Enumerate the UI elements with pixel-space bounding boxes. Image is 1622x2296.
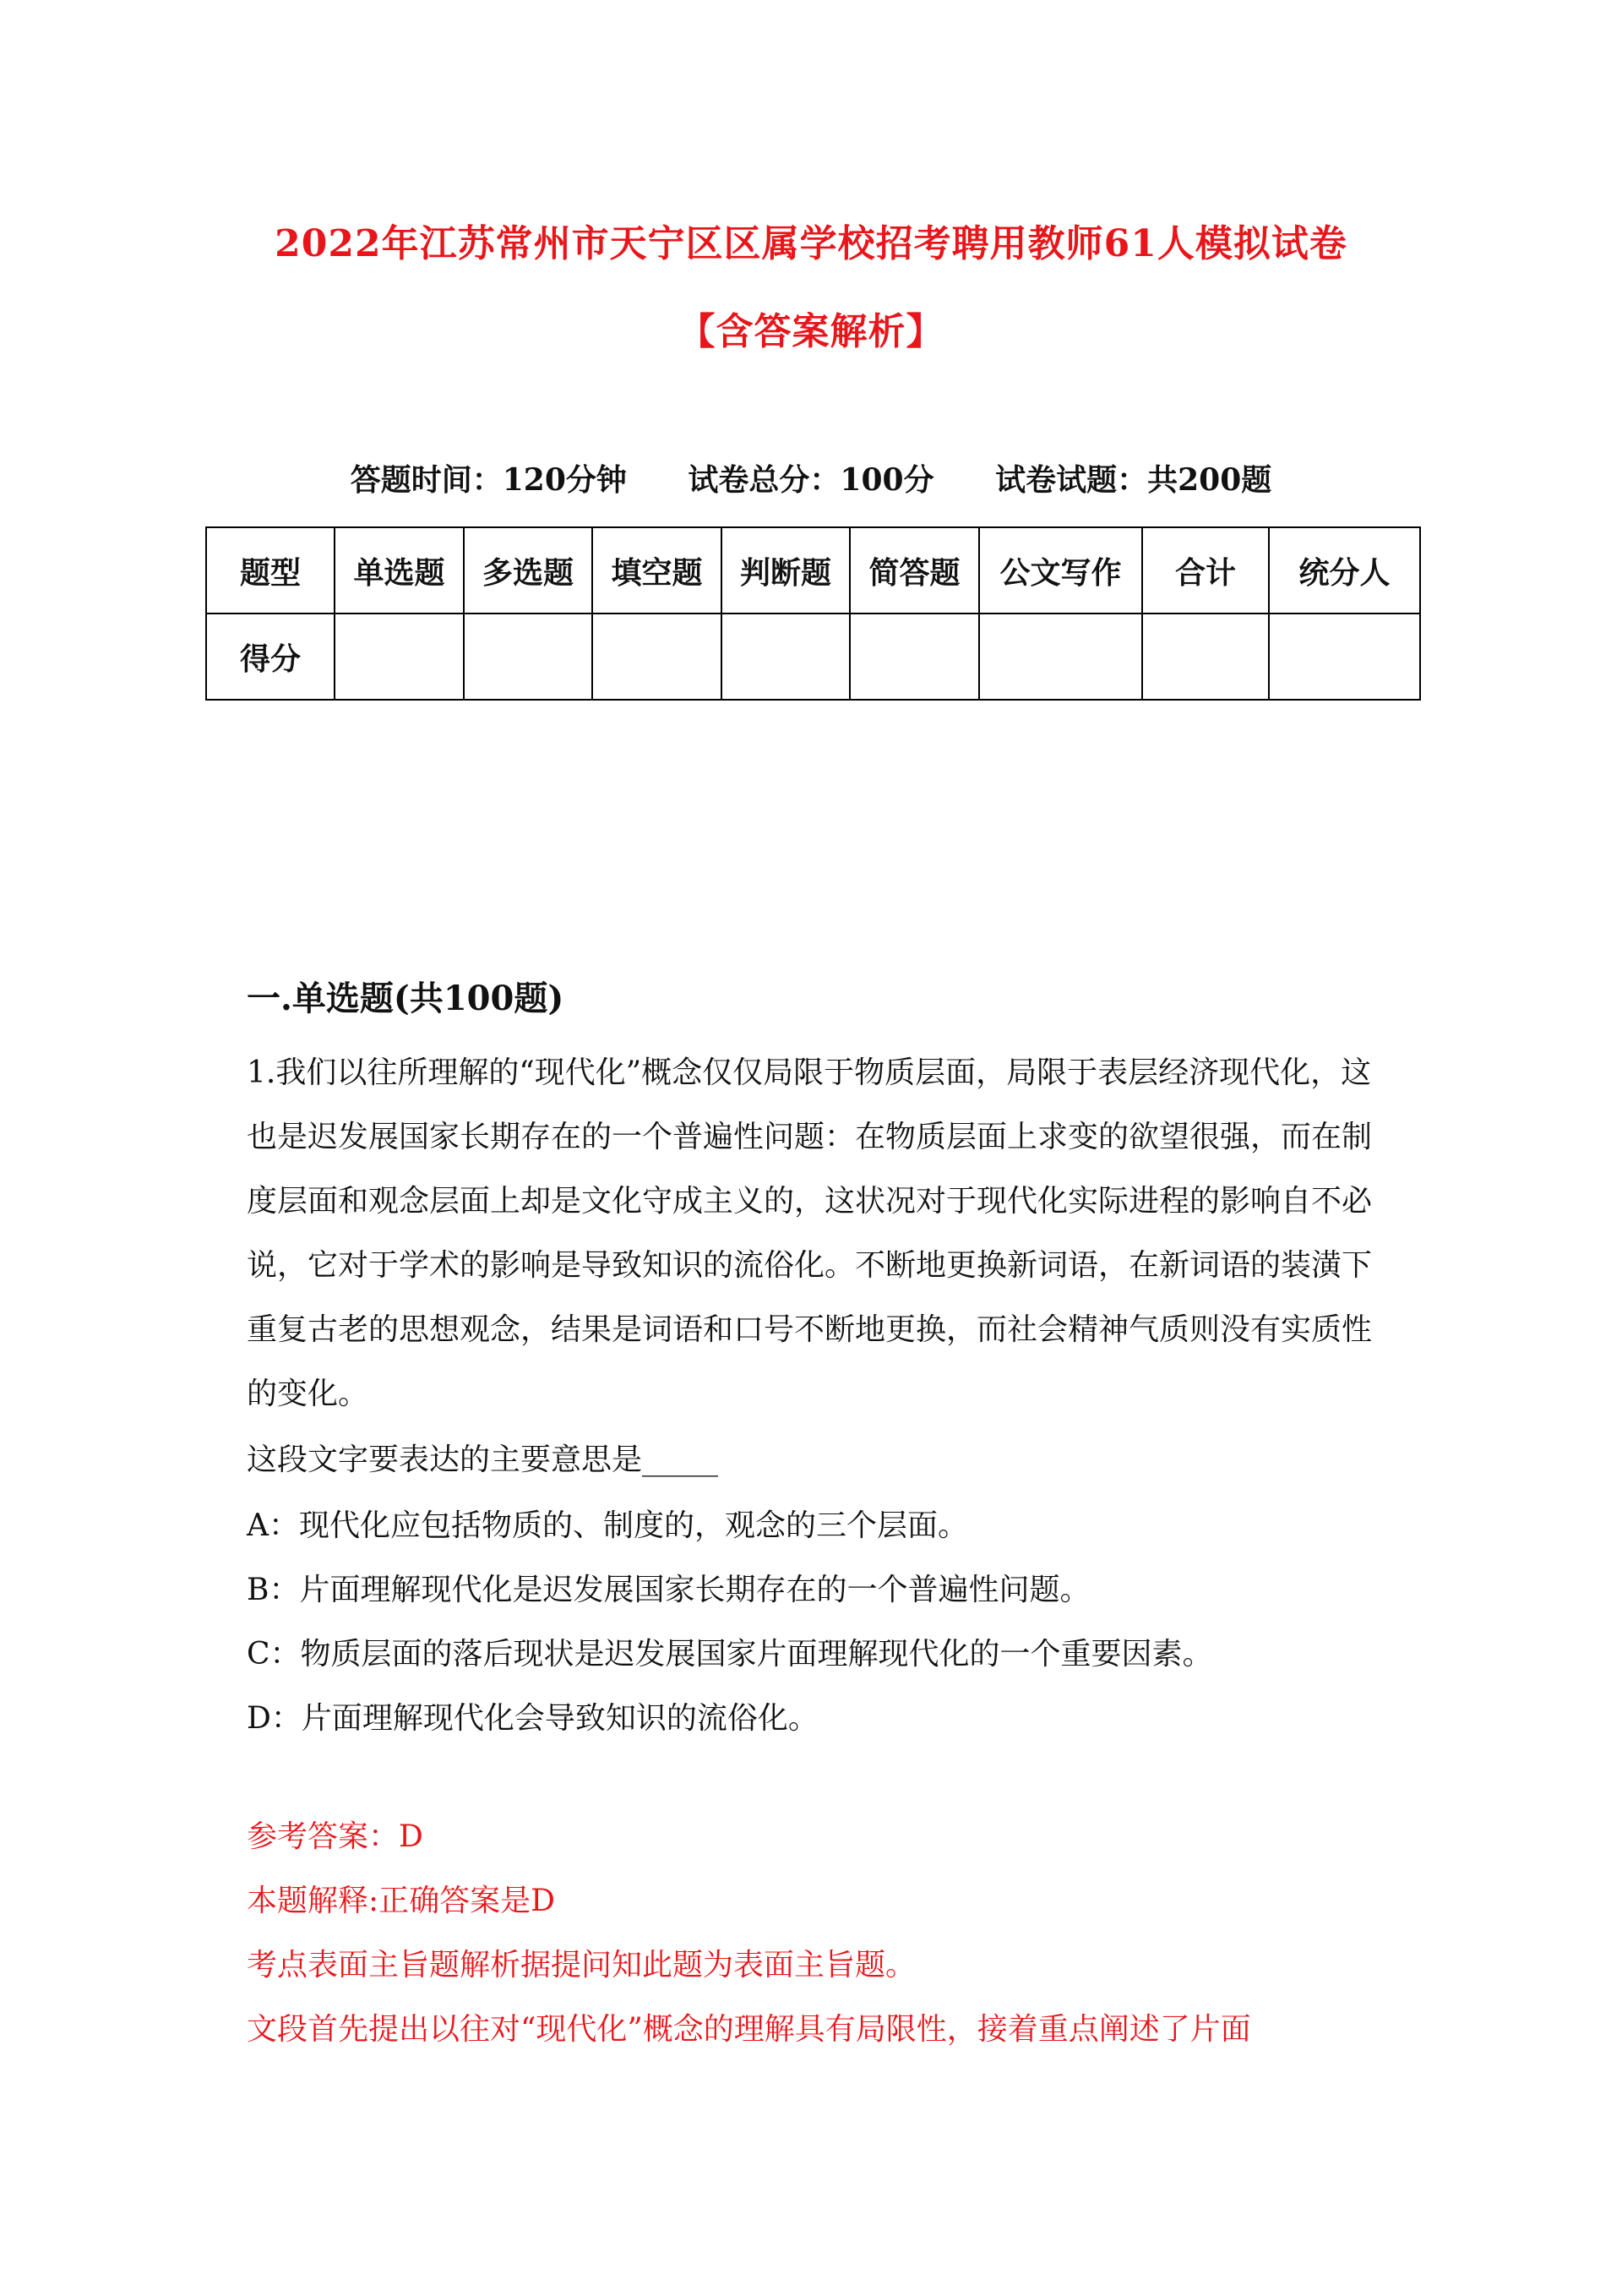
score-cell [1269, 614, 1420, 700]
exam-info [0, 456, 1622, 499]
score-cell [850, 614, 979, 700]
document-title-line1: 2022年江苏常州市天宁区区属学校招考聘用教师61人模拟试卷 [275, 222, 1347, 265]
question-prompt: 这段文字要表达的主要意思是_____ [247, 1442, 719, 1477]
explanation-line: 文段首先提出以往对“现代化”概念的理解具有局限性，接着重点阐述了片面 [247, 2012, 1251, 2047]
score-header-cell: 多选题 [464, 527, 592, 614]
exam-time: 答题时间：120分钟 [350, 462, 627, 498]
option-a: A：现代化应包括物质的、制度的，观念的三个层面。 [247, 1508, 968, 1543]
score-header-cell: 判断题 [721, 527, 850, 614]
score-row-label: 得分 [206, 614, 335, 700]
exam-total-score: 试卷总分：100分 [688, 462, 934, 498]
score-table [205, 526, 1421, 701]
score-cell [464, 614, 592, 700]
option-c: C：物质层面的落后现状是迟发展国家片面理解现代化的一个重要因素。 [247, 1637, 1213, 1672]
reference-answer: 参考答案：D [247, 1819, 423, 1854]
score-table-score-row [206, 614, 1420, 700]
question-text: 1.我们以往所理解的“现代化”概念仅仅局限于物质层面，局限于表层经济现代化，这也是迟发展国家长期存在的一个普遍性问题：在物质层面上求变的欲望很强，而在制度层面和观念层面上却是文化守成主义的，这状况对于现代化实际进程的影响自不必说，它对于学术的影响是导致知识的流俗化。不断地更换新词语，在新词语的装潢下重复古老的思想观念，结果是词语和口号不断地更换，而社会精神气质则没有实质性的变化。 [247, 1055, 1373, 1411]
score-header-cell: 单选题 [335, 527, 464, 614]
section-title: 一.单选题(共100题) [247, 979, 564, 1018]
answer-options [247, 1494, 1379, 1751]
score-cell [335, 614, 464, 700]
option-d: D：片面理解现代化会导致知识的流俗化。 [247, 1701, 819, 1736]
score-cell [1142, 614, 1269, 700]
score-header-cell: 合计 [1142, 527, 1269, 614]
explanation-line: 考点表面主旨题解析据提问知此题为表面主旨题。 [247, 1948, 917, 1982]
option-b: B：片面理解现代化是迟发展国家长期存在的一个普遍性问题。 [247, 1573, 1091, 1607]
score-cell [592, 614, 721, 700]
score-table-header-row [206, 527, 1420, 614]
score-header-cell: 统分人 [1269, 527, 1420, 614]
score-header-cell: 填空题 [592, 527, 721, 614]
score-header-cell: 题型 [206, 527, 335, 614]
answer-explanation [247, 1805, 1379, 2062]
document-title-line2: 【含答案解析】 [678, 310, 944, 353]
score-cell [721, 614, 850, 700]
score-cell [979, 614, 1142, 700]
score-header-cell: 简答题 [850, 527, 979, 614]
exam-question-count: 试卷试题：共200题 [995, 462, 1272, 498]
explanation-line: 本题解释:正确答案是D [247, 1884, 555, 1918]
score-header-cell: 公文写作 [979, 527, 1142, 614]
